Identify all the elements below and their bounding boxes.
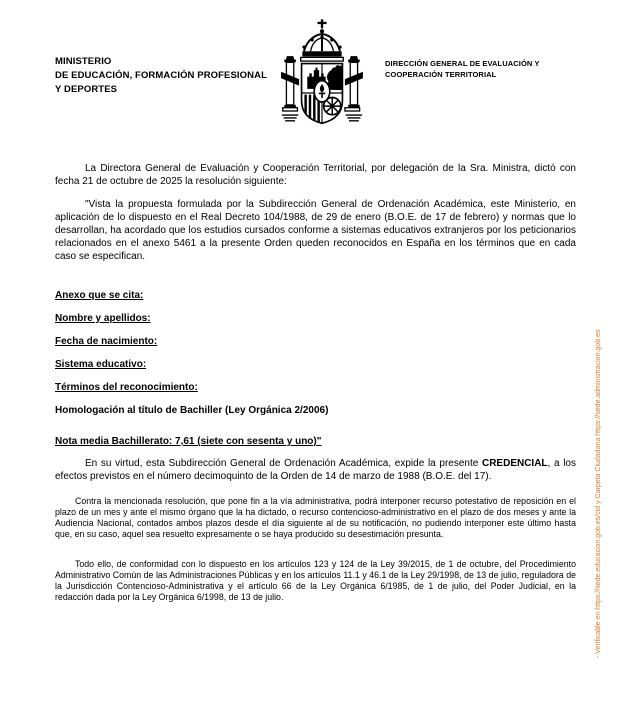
ministry-line: DE EDUCACIÓN, FORMACIÓN PROFESIONAL	[55, 70, 267, 81]
field-label-birthdate: Fecha de nacimiento:	[55, 336, 158, 347]
ministry-header	[55, 55, 285, 97]
appeal-paragraph: Contra la mencionada resolución, que pone fin a la vía administrativa, podrá interponer recurso potestativo de reposición en el plazo de un mes y ante el mismo órgano que la ha dictado, o recurso contencioso-administrativo en el plazo de dos meses y ante la Audiencia Nacional, contados ambos plazos desde el día siguiente al de su notificación, no pudiendo interponer este último hasta que, en su caso, aquel sea resuelto expresamente o se haya producido su desestimación presunta.	[55, 496, 576, 539]
resolution-vista-paragraph: "Vista la propuesta formulada por la Subdirección General de Ordenación Académica, este Ministerio, en aplicación de lo dispuesto en el Real Decreto 104/1988, de 29 de enero (B.O.E. de 17 de febrero) y normas que lo desarrollan, ha acordado que los estudios cursados conforme a sistemas educativos extranjeros por los peticionarios relacionados en el anexo 5461 a la presente Orden queden reconocidos en España en los términos que en cada caso se especifican.	[55, 199, 576, 262]
credential-emphasis: CREDENCIAL	[481, 458, 548, 469]
ministry-line: MINISTERIO	[55, 56, 112, 67]
ministry-line: Y DEPORTES	[55, 84, 118, 95]
credential-paragraph	[55, 457, 576, 483]
annex-heading: Anexo que se cita:	[55, 290, 144, 301]
field-label-recognition-terms: Términos del reconocimiento:	[55, 382, 198, 393]
field-label-education-system: Sistema educativo:	[55, 359, 147, 370]
document-body	[55, 162, 576, 613]
verification-stamp-text: - Verificable en https://sede.educacion.gob.es/cid y Carpeta Ciudadana https://sede.administracion.gob.es	[595, 329, 602, 658]
directorate-line: COOPERACIÓN TERRITORIAL	[385, 70, 497, 79]
directorate-line: DIRECCIÓN GENERAL DE EVALUACIÓN Y	[385, 59, 540, 68]
credential-text-after: , a los efectos previstos en el número decimoquinto de la Orden de 14 de marzo de 1988 (B.O.E. del 17).	[55, 458, 576, 482]
directorate-header	[385, 58, 585, 80]
resolution-intro-paragraph: La Directora General de Evaluación y Cooperación Territorial, por delegación de la Sra. Ministra, dictó con fecha 21 de octubre de 2025 la resolución siguiente:	[55, 163, 576, 187]
credential-text-before: En su virtud, esta Subdirección General de Ordenación Académica, expide la presente	[85, 458, 482, 469]
field-label-name: Nombre y apellidos:	[55, 313, 151, 324]
spain-coat-of-arms-icon	[277, 7, 367, 143]
legal-basis-paragraph: Todo ello, de conformidad con lo dispuesto en los artículos 123 y 124 de la Ley 39/2015, de 1 de octubre, del Procedimiento Administrativo Común de las Administraciones Públicas y en los artículos 11.1 y 46.1 de la Ley 29/1998, de 13 de julio, reguladora de la Jurisdicción Contencioso-Administrativa y el artículo 66 de la Ley Orgánica 6/1985, de 1 de julio, del Poder Judicial, en la redacción dada por la Ley Orgánica 6/1998, de 13 de julio.	[55, 559, 576, 602]
recognition-statement: Homologación al título de Bachiller (Ley Orgánica 2/2006)	[55, 405, 329, 416]
grade-statement: Nota media Bachillerato: 7,61 (siete con sesenta y uno)"	[55, 436, 322, 447]
